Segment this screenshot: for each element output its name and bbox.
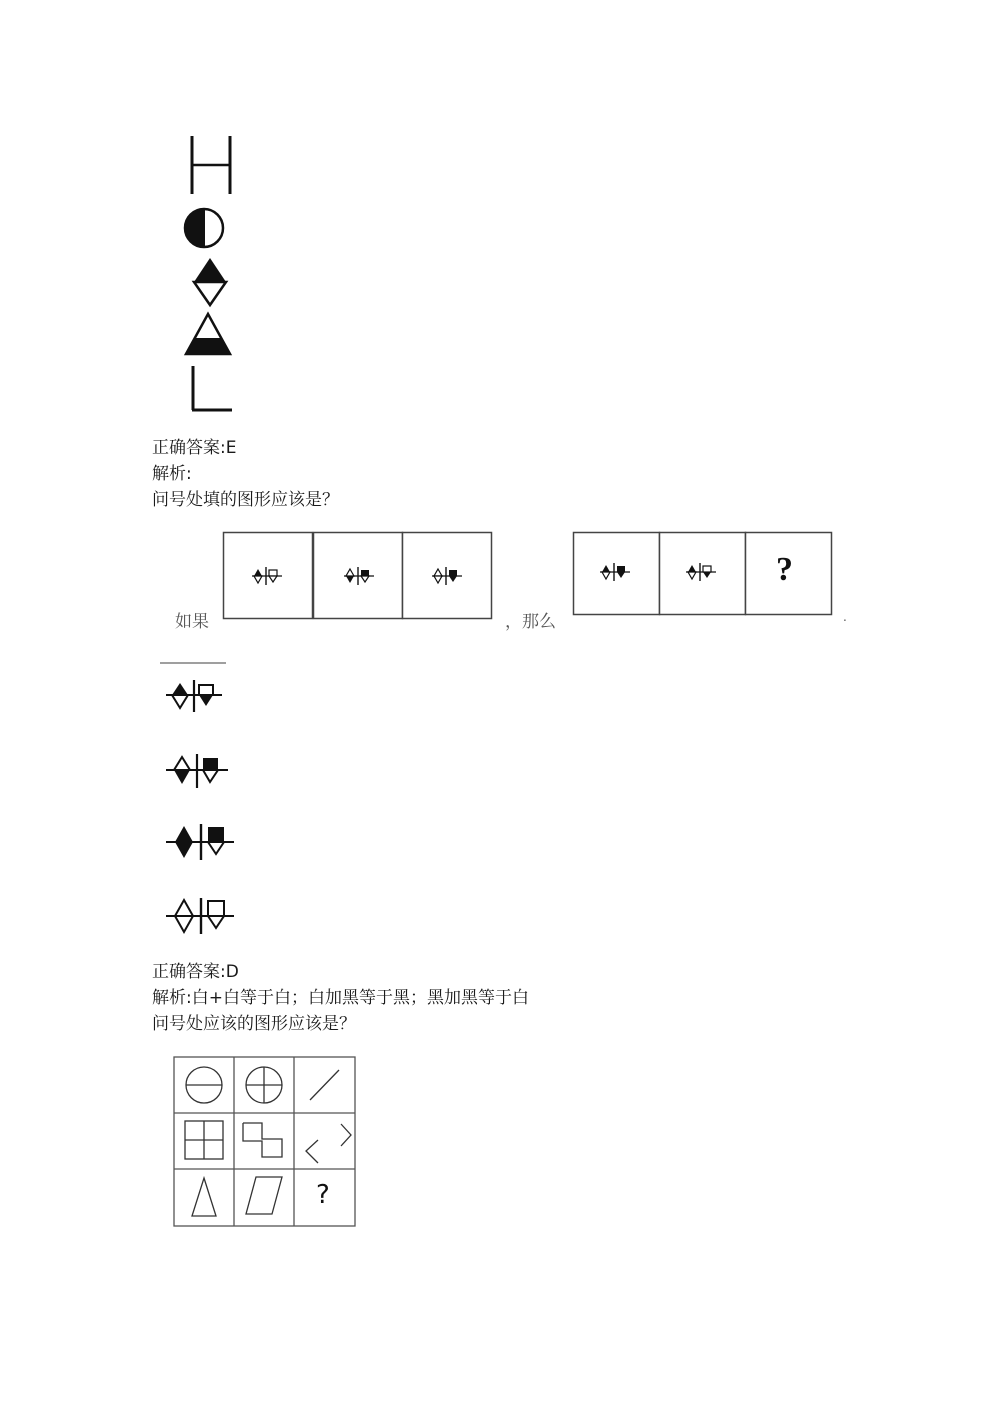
q2-question: 问号处填的图形应该是？: [152, 490, 339, 510]
q2-prompt-then: ，那么: [505, 612, 556, 632]
q2-option-a-icon: [160, 660, 230, 720]
q1-answer: 正确答案:E: [152, 438, 237, 458]
q3-question: 问号处应该的图形应该是？: [152, 1014, 356, 1034]
q3-circle-cross-icon: [246, 1067, 282, 1103]
q2-option-d-icon: [160, 886, 240, 946]
q2-sequence-left: [222, 531, 496, 621]
q1-option-diamond-icon: [188, 256, 232, 308]
q2-trailing-dot: .: [843, 610, 847, 624]
q1-option-half-circle-icon: [180, 204, 230, 252]
q2-question-mark: ?: [776, 551, 793, 588]
q1-option-triangle-icon: [180, 310, 236, 358]
q2-analysis: 解析:白+白等于白；白加黑等于黑；黑加黑等于白: [152, 988, 529, 1008]
q1-option-h-icon: [180, 132, 244, 196]
q2-sequence-right: [572, 531, 836, 617]
q1-option-l-icon: [180, 362, 240, 416]
q1-analysis-label: 解析:: [152, 464, 192, 484]
q2-option-b-icon: [160, 744, 236, 800]
q2-answer: 正确答案:D: [152, 962, 239, 982]
q3-question-mark: ?: [316, 1180, 330, 1210]
q2-option-c-icon: [160, 812, 240, 872]
q2-prompt-if: 如果: [175, 612, 209, 632]
